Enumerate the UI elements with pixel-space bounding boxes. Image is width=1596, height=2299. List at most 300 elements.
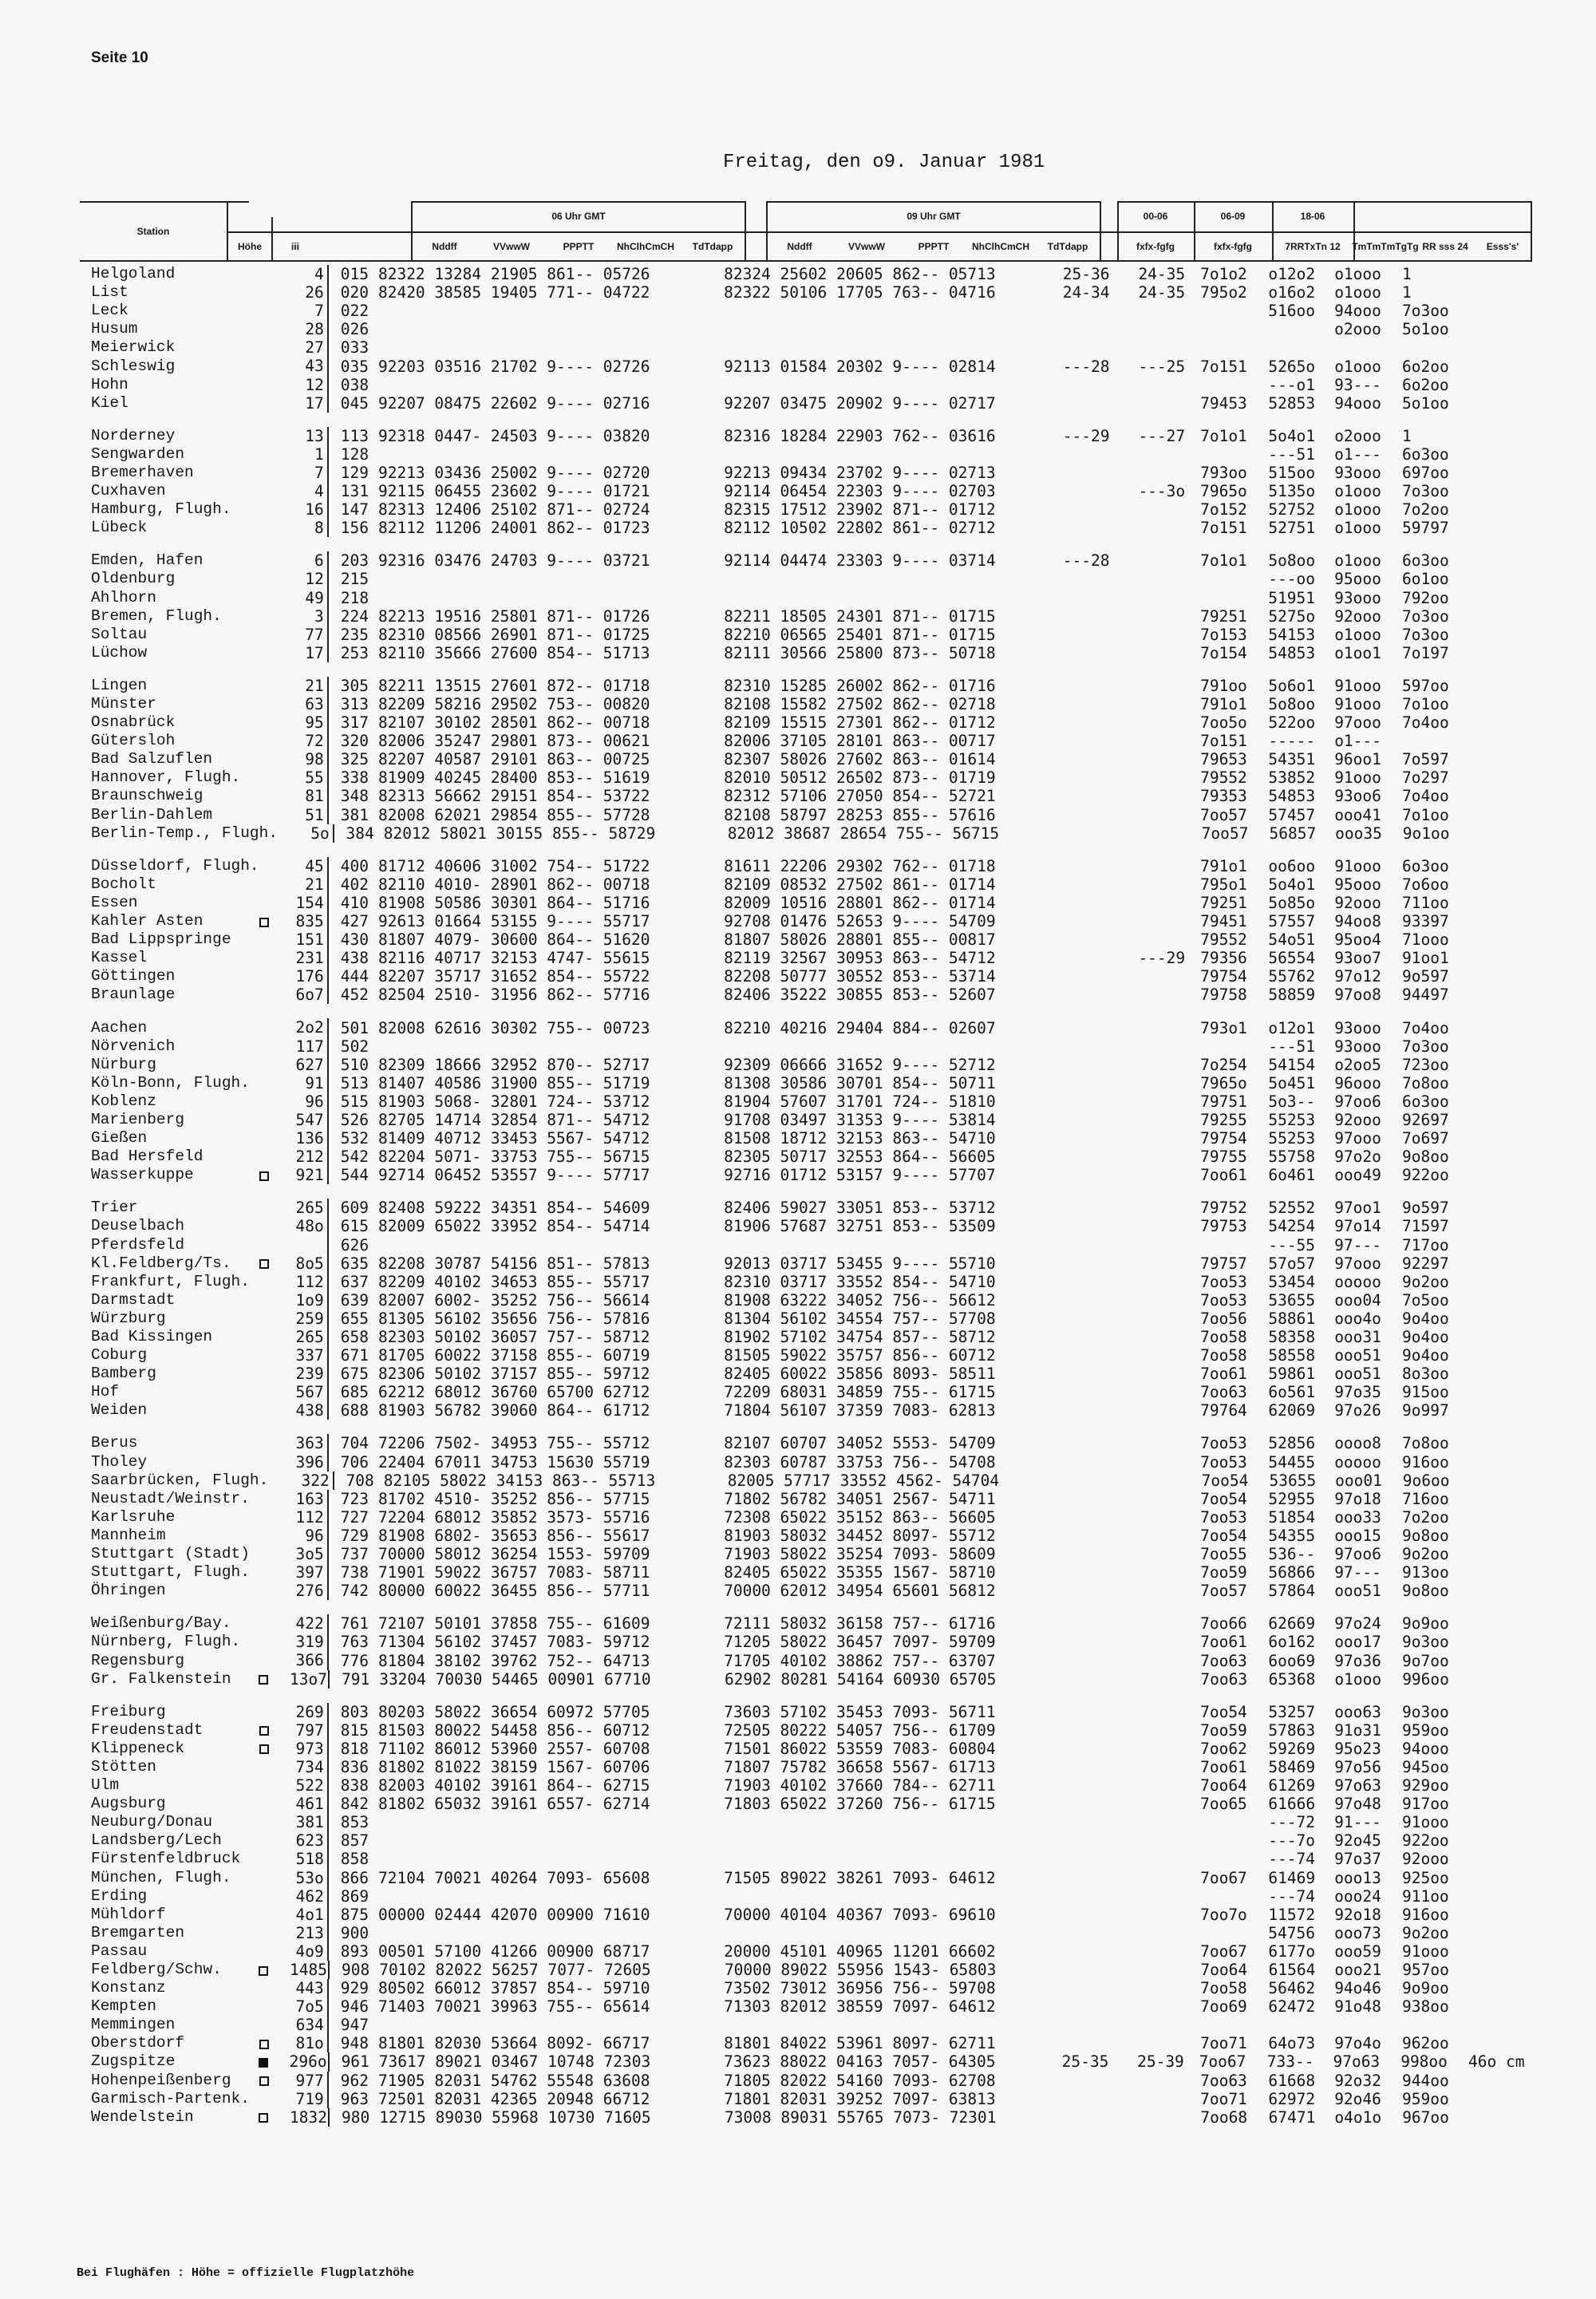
station-altitude: 91: [290, 1074, 329, 1092]
station-name: Landsberg/Lech: [91, 1831, 222, 1850]
station-altitude: 1o9: [290, 1291, 329, 1309]
table-row: [80, 1924, 1516, 1942]
table-row: [80, 806, 1516, 824]
obs-09-gmt: 81904 57607 31701 724-- 51810: [724, 1092, 996, 1111]
table-row: [80, 1721, 1516, 1740]
table-row: [80, 857, 1516, 875]
obs-09-gmt: 81304 56102 34554 757-- 57708: [724, 1309, 996, 1328]
station-id: 317: [340, 713, 369, 733]
station-name: Bremgarten: [91, 1923, 185, 1942]
obs-06-gmt: 81903 56782 39060 864-- 61712: [377, 1401, 650, 1420]
station-name: Oberstdorf: [91, 2034, 185, 2052]
station-id: 869: [340, 1886, 369, 1906]
station-name: Erding: [91, 1886, 148, 1905]
temp-extremes: 5o4o1: [1268, 426, 1316, 445]
gusts-00-06: ---29: [1062, 426, 1110, 445]
station-altitude: 567: [290, 1383, 329, 1401]
table-row: [80, 2052, 1525, 2072]
station-name: Neustadt/Weinstr.: [91, 1489, 250, 1507]
station-id: 218: [340, 588, 369, 607]
obs-09-gmt: 73502 73012 36956 756-- 59708: [724, 1979, 996, 1998]
station-name: Karlsruhe: [91, 1507, 176, 1526]
station-name: Bremerhaven: [91, 463, 194, 481]
group-18-06: 7oo66: [1200, 1614, 1247, 1633]
station-name: Emden, Hafen: [91, 551, 203, 570]
snow-group: 92697: [1402, 1110, 1449, 1129]
snow-group: 9o3oo: [1402, 1633, 1449, 1652]
obs-09-gmt: 71801 82031 39252 7097- 63813: [724, 2089, 996, 2108]
group-18-06: 7oo57: [1200, 1582, 1247, 1601]
obs-09-gmt: 72308 65022 35152 863-- 56605: [724, 1507, 996, 1527]
obs-09-gmt: 71805 82022 54160 7093- 62708: [724, 2071, 996, 2090]
table-row: [80, 2090, 1516, 2108]
precip-24h: 97o37: [1334, 1850, 1381, 1869]
station-id: 035: [340, 357, 369, 376]
obs-09-gmt: 71205 58022 36457 7097- 59709: [724, 1633, 996, 1652]
temp-extremes: 54254: [1268, 1217, 1316, 1236]
temp-extremes: 57o57: [1268, 1254, 1316, 1273]
station-altitude: 719: [290, 2090, 329, 2108]
obs-06-gmt: 82310 08566 26901 871-- 01725: [377, 625, 650, 644]
station-altitude: 13: [290, 427, 329, 445]
precip-24h: o1ooo: [1334, 265, 1381, 284]
station-altitude: 117: [290, 1037, 329, 1056]
mountain-marker: [259, 1254, 290, 1273]
temp-extremes: 58859: [1268, 986, 1316, 1005]
precip-24h: 97oo1: [1334, 1199, 1381, 1218]
temp-extremes: ---7o: [1268, 1831, 1315, 1851]
table-row: [80, 1056, 1516, 1074]
station-id: 658: [340, 1328, 369, 1347]
station-name: Schleswig: [91, 357, 176, 375]
group-18-06: 7oo67: [1199, 2052, 1246, 2072]
table-row: [80, 357, 1516, 375]
temp-extremes: 5o8oo: [1268, 695, 1316, 714]
group-18-06: 7oo53: [1200, 1452, 1247, 1471]
station-name: Memmingen: [91, 2016, 176, 2034]
obs-09-gmt: 92114 06454 22303 9---- 02703: [724, 482, 996, 501]
obs-09-gmt: 82315 17512 23902 871-- 01712: [724, 500, 996, 519]
gusts-06-09: 24-35: [1138, 265, 1186, 284]
station-name: Meierwick: [91, 338, 176, 357]
obs-06-gmt: 82207 40587 29101 863-- 00725: [377, 750, 650, 769]
open-square-icon: [259, 918, 269, 927]
obs-09-gmt: 81908 63222 34052 756-- 56612: [724, 1290, 996, 1309]
station-id: 313: [340, 695, 369, 714]
snow-group: 792oo: [1401, 588, 1449, 607]
obs-09-gmt: 81508 18712 32153 863-- 54710: [724, 1129, 996, 1148]
snow-group: 7o4oo: [1402, 787, 1449, 806]
header-7rr: 7RRTxTn 12: [1285, 241, 1341, 252]
station-altitude: 231: [290, 949, 329, 967]
obs-06-gmt: 82209 40102 34653 855-- 55717: [377, 1272, 650, 1291]
obs-06-gmt: 72206 7502- 34953 755-- 55712: [377, 1434, 650, 1453]
obs-06-gmt: 82207 35717 31652 854-- 55722: [377, 967, 650, 986]
snow-group: 71ooo: [1402, 930, 1449, 950]
station-id: 384: [346, 824, 374, 843]
group-18-06: 79754: [1200, 1129, 1247, 1148]
group-18-06: 7o151: [1200, 519, 1247, 538]
obs-09-gmt: 81906 57687 32751 853-- 53509: [724, 1217, 996, 1236]
precip-24h: 94o46: [1334, 1979, 1381, 1998]
obs-06-gmt: 81908 50586 30301 864-- 51716: [377, 893, 650, 912]
table-row: [80, 930, 1516, 949]
station-id: 128: [340, 444, 369, 464]
temp-extremes: 5o4o1: [1268, 875, 1316, 894]
table-row: [80, 1346, 1516, 1365]
temp-extremes: 57557: [1268, 912, 1316, 931]
temp-extremes: 56462: [1268, 1979, 1316, 1998]
precip-24h: 95o23: [1334, 1739, 1381, 1758]
station-id: 033: [340, 338, 369, 357]
obs-09-gmt: 81903 58032 34452 8097- 55712: [724, 1526, 996, 1545]
temp-extremes: 54o51: [1268, 930, 1316, 950]
obs-09-gmt: 82316 18284 22903 762-- 03616: [724, 426, 996, 445]
table-row: [80, 1582, 1516, 1600]
table-row: [80, 626, 1516, 644]
station-altitude: 239: [290, 1365, 329, 1383]
obs-09-gmt: 70000 40104 40367 7093- 69610: [724, 1905, 996, 1924]
station-altitude: 176: [290, 967, 329, 986]
obs-06-gmt: 82420 38585 19405 771-- 04722: [377, 283, 650, 302]
precip-24h: 92ooo: [1334, 1110, 1381, 1129]
station-name: Feldberg/Schw.: [91, 1961, 222, 1979]
station-name: Weißenburg/Bay.: [91, 1614, 231, 1633]
station-name: Sengwarden: [91, 444, 185, 463]
obs-06-gmt: 72104 70021 40264 7093- 65608: [377, 1868, 650, 1887]
group-18-06: 7oo53: [1200, 1434, 1247, 1453]
station-id: 803: [340, 1702, 369, 1721]
station-altitude: 2o2: [290, 1018, 329, 1037]
obs-06-gmt: 33204 70030 54465 00901 67710: [379, 1669, 651, 1689]
temp-extremes: 52856: [1268, 1434, 1316, 1453]
table-row: [80, 302, 1516, 320]
obs-06-gmt: 80000 60022 36455 856-- 57711: [377, 1582, 650, 1601]
station-altitude: [290, 1236, 329, 1254]
header-esss: Esss's': [1486, 241, 1519, 252]
station-altitude: 48o: [290, 1217, 329, 1235]
table-row: [80, 1166, 1516, 1184]
snow-group: 6o2oo: [1402, 357, 1449, 376]
obs-09-gmt: 92013 03717 53455 9---- 55710: [724, 1254, 996, 1273]
snow-group: 911oo: [1401, 1886, 1449, 1906]
station-id: 853: [340, 1813, 369, 1832]
snow-group: 7o8oo: [1402, 1434, 1449, 1453]
station-block: [80, 265, 1516, 413]
station-altitude: 623: [290, 1831, 329, 1850]
station-block: [80, 551, 1516, 662]
obs-09-gmt: 82006 37105 28101 863-- 00717: [724, 732, 996, 751]
snow-group: 1: [1402, 265, 1412, 284]
precip-24h: 97o2o: [1334, 1148, 1381, 1167]
station-name: Braunschweig: [91, 787, 203, 805]
station-name: Fürstenfeldbruck: [91, 1850, 241, 1868]
station-name: Deuselbach: [91, 1217, 185, 1235]
station-id: 815: [340, 1720, 369, 1740]
obs-06-gmt: 81804 38102 39762 752-- 64713: [377, 1651, 650, 1670]
temp-extremes: 54355: [1268, 1526, 1316, 1545]
station-name: Wasserkuppe: [91, 1166, 194, 1184]
station-name: Cuxhaven: [91, 482, 166, 500]
table-row: [80, 265, 1516, 283]
station-altitude: 366: [290, 1651, 329, 1669]
station-id: 427: [340, 912, 369, 931]
station-name: Hohn: [91, 375, 128, 393]
group-18-06: 7965o: [1200, 482, 1247, 501]
temp-extremes: 55253: [1268, 1129, 1316, 1148]
table-row: [80, 1401, 1516, 1420]
group-18-06: 7oo54: [1200, 1526, 1247, 1545]
station-name: Husum: [91, 320, 138, 338]
snow-group: 9o3oo: [1402, 1702, 1449, 1721]
table-row: [80, 519, 1516, 537]
obs-09-gmt: 82324 25602 20605 862-- 05713: [724, 265, 996, 284]
table-row: [80, 912, 1516, 930]
station-name: Stuttgart, Flugh.: [91, 1563, 250, 1582]
temp-extremes: 52751: [1268, 519, 1316, 538]
station-name: Würzburg: [91, 1309, 166, 1327]
temp-extremes: 58861: [1268, 1309, 1316, 1328]
table-row: [80, 1365, 1516, 1383]
station-name: Passau: [91, 1942, 148, 1960]
station-id: 727: [340, 1507, 369, 1527]
station-altitude: 136: [290, 1129, 329, 1148]
snow-group: 9o2oo: [1401, 1923, 1449, 1942]
table-header: [80, 201, 1532, 262]
precip-24h: 97o56: [1334, 1757, 1381, 1776]
table-row: [80, 607, 1516, 626]
table-row: [80, 500, 1516, 519]
temp-extremes: 52955: [1268, 1489, 1316, 1508]
header-09-clouds: NhClhCmCH: [972, 241, 1029, 252]
station-altitude: 396: [290, 1453, 329, 1471]
station-altitude: 26: [290, 283, 329, 302]
precip-24h: 97o26: [1334, 1401, 1381, 1420]
temp-extremes: 58469: [1268, 1757, 1316, 1776]
station-altitude: 21: [290, 875, 329, 894]
temp-extremes: ---74: [1268, 1886, 1315, 1906]
precip-24h: 97oo6: [1334, 1092, 1381, 1111]
group-18-06: 7oo67: [1200, 1868, 1247, 1887]
table-row: [80, 551, 1516, 570]
station-id: 038: [340, 375, 369, 394]
table-row: [80, 1309, 1516, 1328]
station-name: Hohenpeißenberg: [91, 2071, 231, 2089]
obs-06-gmt: 82006 35247 29801 873-- 00621: [377, 732, 650, 751]
snow-group: 9o1oo: [1402, 824, 1450, 843]
precip-24h: o1ooo: [1334, 625, 1381, 644]
temp-extremes: 52752: [1268, 500, 1316, 519]
station-altitude: 363: [290, 1434, 329, 1452]
station-altitude: 13o7: [290, 1670, 330, 1689]
station-id: 980: [341, 2107, 370, 2127]
obs-09-gmt: 82012 38687 28654 755-- 56715: [727, 824, 1000, 843]
open-square-icon: [259, 1171, 269, 1181]
table-row: [80, 1887, 1516, 1906]
station-altitude: 154: [290, 894, 329, 912]
obs-09-gmt: 81807 58026 28801 855-- 00817: [724, 930, 996, 950]
station-id: 842: [340, 1795, 369, 1814]
table-row: [80, 1453, 1516, 1471]
header-09-ppptt: PPPTT: [918, 241, 950, 252]
station-name: Hamburg, Flugh.: [91, 500, 231, 519]
station-id: 685: [340, 1383, 369, 1402]
gusts-06-09: 24-35: [1138, 283, 1186, 302]
page-label: Seite 10: [91, 49, 148, 66]
snow-group: 6o1oo: [1401, 570, 1449, 589]
station-altitude: 1832: [290, 2108, 330, 2127]
group-18-06: 7oo54: [1200, 1702, 1247, 1721]
table-row: [80, 2108, 1516, 2127]
temp-extremes: 11572: [1268, 1905, 1316, 1924]
station-altitude: 45: [290, 857, 329, 875]
snow-group: 9o9oo: [1402, 1614, 1449, 1633]
obs-09-gmt: 71802 56782 34051 2567- 54711: [724, 1489, 996, 1508]
header-09-tdtd: TdTdapp: [1047, 241, 1088, 252]
snow-group: 9o4oo: [1402, 1346, 1449, 1365]
precip-24h: 97ooo: [1334, 713, 1381, 733]
temp-extremes: ---o1: [1268, 375, 1315, 394]
group-18-06: 7oo63: [1200, 1651, 1247, 1670]
group-18-06: 7oo63: [1200, 1669, 1248, 1689]
station-id: 675: [340, 1365, 369, 1384]
obs-09-gmt: 81611 22206 29302 762-- 01718: [724, 856, 996, 875]
precip-24h: ooo73: [1334, 1923, 1381, 1942]
station-altitude: 81o: [290, 2034, 329, 2052]
snow-group: 7o197: [1402, 643, 1449, 662]
precip-24h: o2ooo: [1334, 426, 1381, 445]
station-altitude: 96: [290, 1527, 329, 1545]
snow-group: 5o1oo: [1401, 320, 1449, 339]
precip-24h: o1ooo: [1334, 482, 1381, 501]
temp-extremes: 62972: [1268, 2089, 1316, 2108]
group-18-06: 7oo63: [1200, 1383, 1247, 1402]
station-altitude: 98: [290, 750, 329, 768]
group-18-06: 7o151: [1200, 357, 1247, 376]
station-altitude: 322: [295, 1471, 334, 1490]
precip-24h: 91ooo: [1334, 676, 1381, 695]
group-18-06: 79752: [1200, 1199, 1247, 1218]
snow-group: 917oo: [1402, 1795, 1449, 1814]
station-altitude: 12: [290, 570, 329, 588]
station-altitude: 163: [290, 1490, 329, 1508]
station-altitude: 265: [290, 1199, 329, 1217]
station-name: Göttingen: [91, 967, 176, 986]
precip-24h: ooo33: [1334, 1507, 1381, 1527]
station-id: 947: [340, 2016, 369, 2035]
snow-group: 1: [1402, 283, 1412, 302]
precip-24h: 93oo7: [1334, 949, 1381, 968]
obs-09-gmt: 92113 01584 20302 9---- 02814: [724, 357, 996, 376]
gusts-06-09: ---25: [1138, 357, 1186, 376]
station-id: 791: [341, 1669, 370, 1689]
obs-06-gmt: 92203 03516 21702 9---- 02726: [377, 357, 650, 376]
snow-group: 929oo: [1402, 1776, 1449, 1795]
obs-06-gmt: 82408 59222 34351 854-- 54609: [377, 1199, 650, 1218]
group-18-06: 795o2: [1200, 283, 1247, 302]
station-block: [80, 1434, 1516, 1600]
station-block: [80, 677, 1516, 843]
obs-09-gmt: 82405 60022 35856 8093- 58511: [724, 1365, 996, 1384]
station-name: Konstanz: [91, 1979, 166, 1997]
station-altitude: 522: [290, 1776, 329, 1795]
obs-09-gmt: 82211 18505 24301 871-- 01715: [724, 606, 996, 626]
station-name: Essen: [91, 893, 138, 911]
precip-24h: 97---: [1334, 1235, 1381, 1254]
station-id: 131: [340, 482, 369, 501]
snow-group: 711oo: [1402, 893, 1449, 912]
group-18-06: 7oo5o: [1200, 713, 1247, 733]
table-row: [80, 1906, 1516, 1924]
table-row: [80, 1037, 1516, 1056]
table-row: [80, 1997, 1516, 2016]
precip-24h: ooo51: [1334, 1582, 1381, 1601]
obs-06-gmt: 71905 82031 54762 55548 63608: [377, 2071, 650, 2090]
station-name: Hannover, Flugh.: [91, 768, 241, 787]
station-altitude: 8: [290, 519, 329, 537]
table-row: [80, 482, 1516, 500]
station-name: Frankfurt, Flugh.: [91, 1272, 250, 1290]
snow-group: 7o4oo: [1402, 1018, 1449, 1037]
station-altitude: 319: [290, 1633, 329, 1651]
temp-extremes: ---55: [1268, 1235, 1315, 1254]
station-id: 838: [340, 1776, 369, 1795]
gusts-06-09: ---29: [1138, 949, 1186, 968]
station-id: 203: [340, 551, 369, 571]
station-name: Kahler Asten: [91, 912, 203, 930]
station-name: List: [91, 283, 128, 302]
station-altitude: 973: [290, 1740, 329, 1758]
table-row: [80, 394, 1516, 413]
station-name: Ahlhorn: [91, 588, 156, 606]
temp-extremes: 5o85o: [1268, 893, 1316, 912]
station-id: 655: [340, 1309, 369, 1328]
obs-09-gmt: 92309 06666 31652 9---- 52712: [724, 1055, 996, 1074]
temp-extremes: 58558: [1268, 1346, 1316, 1365]
group-18-06: 7965o: [1200, 1073, 1247, 1092]
table-row: [80, 1651, 1516, 1669]
obs-06-gmt: 12715 89030 55968 10730 71605: [379, 2107, 651, 2127]
group-18-06: 79653: [1200, 750, 1247, 769]
station-id: 544: [340, 1166, 369, 1185]
temp-extremes: 55253: [1268, 1110, 1316, 1129]
header-gusts-00-06: fxfx-fgfg: [1136, 241, 1175, 252]
station-block: [80, 1018, 1516, 1184]
snow-group: 91oo1: [1402, 949, 1449, 968]
group-18-06: 791oo: [1200, 676, 1247, 695]
group-18-06: 7oo56: [1200, 1309, 1247, 1328]
table-row: [80, 427, 1516, 445]
snow-group: 7o3oo: [1402, 606, 1449, 626]
obs-06-gmt: 81802 65032 39161 6557- 62714: [377, 1795, 650, 1814]
station-id: 708: [346, 1471, 374, 1490]
snow-group: 723oo: [1402, 1055, 1449, 1074]
station-id: 513: [340, 1073, 369, 1092]
mountain-marker: [259, 1670, 290, 1689]
station-id: 402: [340, 875, 369, 894]
obs-09-gmt: 82303 60787 33753 756-- 54708: [724, 1452, 996, 1471]
snow-group: 697oo: [1402, 463, 1449, 482]
header-06-vvwww: VVwwW: [492, 241, 530, 252]
group-18-06: 7oo61: [1200, 1365, 1247, 1384]
snow-group: 9o7oo: [1402, 1651, 1449, 1670]
station-id: 900: [340, 1923, 369, 1942]
temp-extremes: 5o3--: [1268, 1092, 1316, 1111]
snow-group: 7o297: [1402, 768, 1449, 788]
station-altitude: 12: [290, 376, 329, 394]
obs-09-gmt: 81505 59022 35757 856-- 60712: [724, 1346, 996, 1365]
station-name: Saarbrücken, Flugh.: [91, 1471, 269, 1489]
